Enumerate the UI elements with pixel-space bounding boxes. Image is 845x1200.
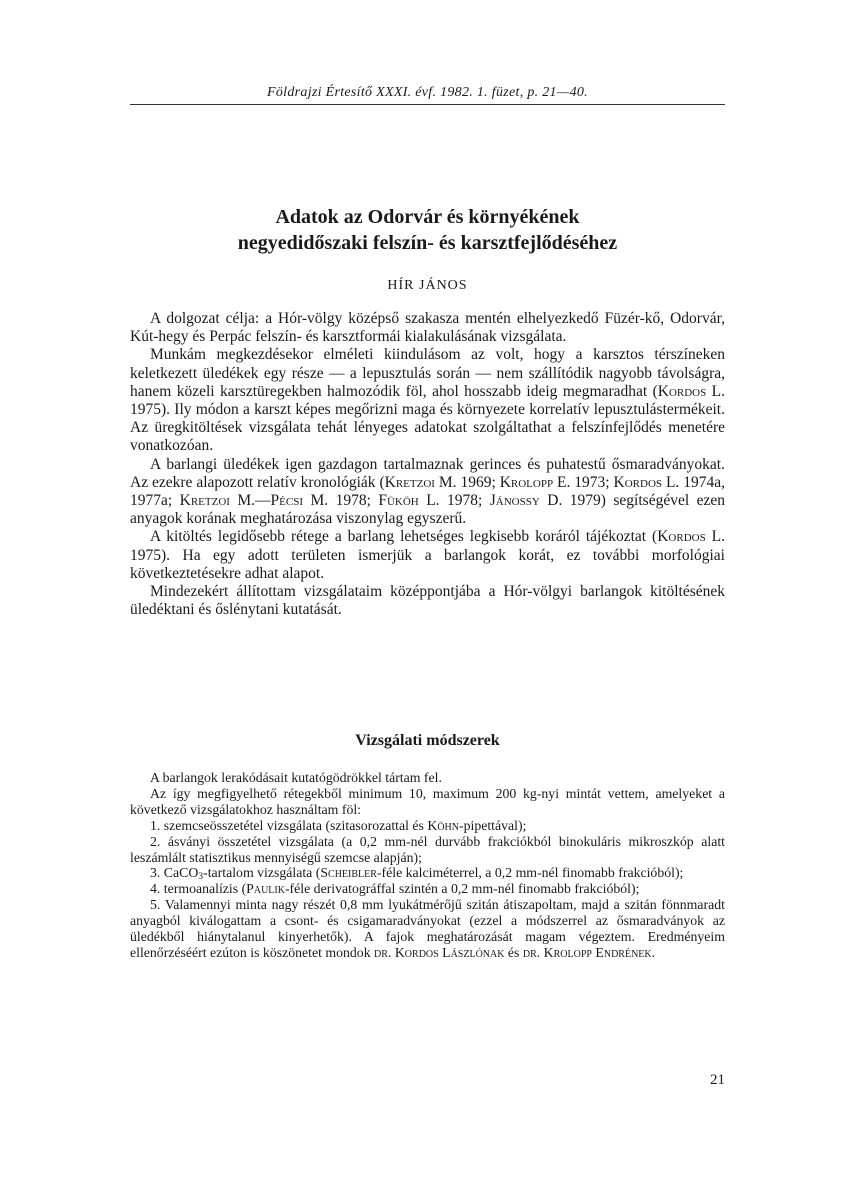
citation: Krolopp (499, 473, 554, 491)
page-number: 21 (710, 1072, 725, 1088)
intro-paragraph-4: A kitöltés legidősebb rétege a barlang lehetséges legkisebb koráról tájékoztat (Kordos L. 1975). Ha egy adott területen ismerjük a barlangok korát, ez további morfológiai következtetésekre adhat alapot. (130, 528, 726, 582)
citation: Köhn (427, 817, 459, 833)
section-title-methods: Vizsgálati módszerek (355, 732, 500, 749)
methods-item-3: 3. CaCO$_3$-tartalom vizsgálata (Scheibler-féle kalciméterrel, a 0,2 mm-nél finomabb frakcióból); (150, 865, 684, 883)
methods-paragraph-1: A barlangok lerakódásait kutatógödrökkel tártam fel. (150, 770, 442, 785)
citation: Kretzoi (179, 492, 230, 510)
citation: Paulik (246, 881, 285, 897)
methods-text (130, 770, 725, 961)
citation: Kordos (613, 473, 663, 491)
intro-paragraph-1: A dolgozat célja: a Hór-völgy középső szakasza mentén elhelyezkedő Füzér-kő, Odorvár, Kút-hegy és Perpác felszín- és karsztformái kialakulásának vizsgálata. (130, 310, 725, 346)
methods-item-2: 2. ásványi összetétel vizsgálata (a 0,2 mm-nél durvább frakciókból binokuláris mikroszkóp alatt leszámlált statisztikus mennyiségű szemcse alapján); (130, 833, 725, 865)
intro-text (130, 310, 725, 619)
methods-item-4: 4. termoanalízis (Paulik-féle derivatográffal szintén a 0,2 mm-nél finomabb frakcióból); (150, 881, 640, 897)
intro-paragraph-3: A barlangi üledékek igen gazdagon tartalmaznak gerinces és puhatestű ősmaradványokat. Az ezekre alapozott relatív kronológiák (Kretzoi M. 1969; Krolopp E. 1973; Kordos L. 1974a, 1977a; Kretzoi M.—Pécsi M. 1978; Füköh L. 1978; Jánossy D. 1979) segítségével ezen anyagok korának meghatározása viszonylag egyszerű. (130, 455, 725, 528)
citation: Kordos (657, 528, 706, 546)
citation: Kordos (657, 382, 707, 400)
intro-paragraph-5: Mindezekért állítottam vizsgálataim középpontjába a Hór-völgyi barlangok kitöltésének üledéktani és őslénytani kutatását. (130, 583, 725, 619)
title-line-1: Adatok az Odorvár és környékének (275, 206, 580, 228)
citation: Kretzoi (384, 473, 435, 491)
article-title (130, 204, 725, 256)
acknowledged-name: Kordos Lászlónak (394, 944, 505, 960)
intro-paragraph-2: Munkám megkezdésekor elméleti kiindulásom az volt, hogy a karsztos térszíneken keletkezett üledékek egy része — a lepusztulás során — nem szállítódik nagyobb távolságra, hanem közeli karsztüregekben halmozódik föl, ahol hosszabb ideig megmaradhat (Kordos L. 1975). Ily módon a karszt képes megőrizni maga és környezete korrelatív lepusztulástermékeit. Az üregkitöltések vizsgálata tehát lényeges adatokat szolgáltathat a felszínfejlődés menetére vonatkozóan. (130, 346, 725, 455)
title-line-2: negyedidőszaki felszín- és karsztfejlődéséhez (237, 232, 618, 254)
citation: Jánossy (489, 492, 540, 510)
running-head: Földrajzi Értesítő XXXI. évf. 1982. 1. füzet, p. 21—40. (267, 85, 588, 100)
methods-paragraph-2: Az így megfigyelhető rétegekből minimum 10, maximum 200 kg-nyi mintát vettem, amelyeket a következő vizsgálatokhoz használtam föl: (130, 785, 725, 817)
citation: Pécsi (270, 492, 304, 510)
citation: Scheibler (320, 865, 377, 881)
citation: Füköh (378, 492, 419, 510)
methods-item-5: 5. Valamennyi minta nagy részét 0,8 mm lyukátmérőjű szitán átiszapoltam, majd a szitán fönnmaradt anyagból kiválogattam a csont- és csigamaradványokat (ezzel a módszerrel az ősmaradványok az üledékből hiánytalanul kinyerhetők). A fajok meghatározását magam végeztem. Eredményeim ellenőrzéséért ezúton is köszönetet mondok dr. Kordos Lászlónak és dr. Krolopp Endrének. (130, 897, 725, 960)
article-author: HÍR JÁNOS (387, 278, 468, 293)
methods-item-1: 1. szemcseösszetétel vizsgálata (szitasorozattal és Köhn-pipettával); (150, 817, 527, 833)
header-rule (130, 104, 725, 105)
acknowledged-name: Krolopp Endrének (543, 944, 652, 960)
